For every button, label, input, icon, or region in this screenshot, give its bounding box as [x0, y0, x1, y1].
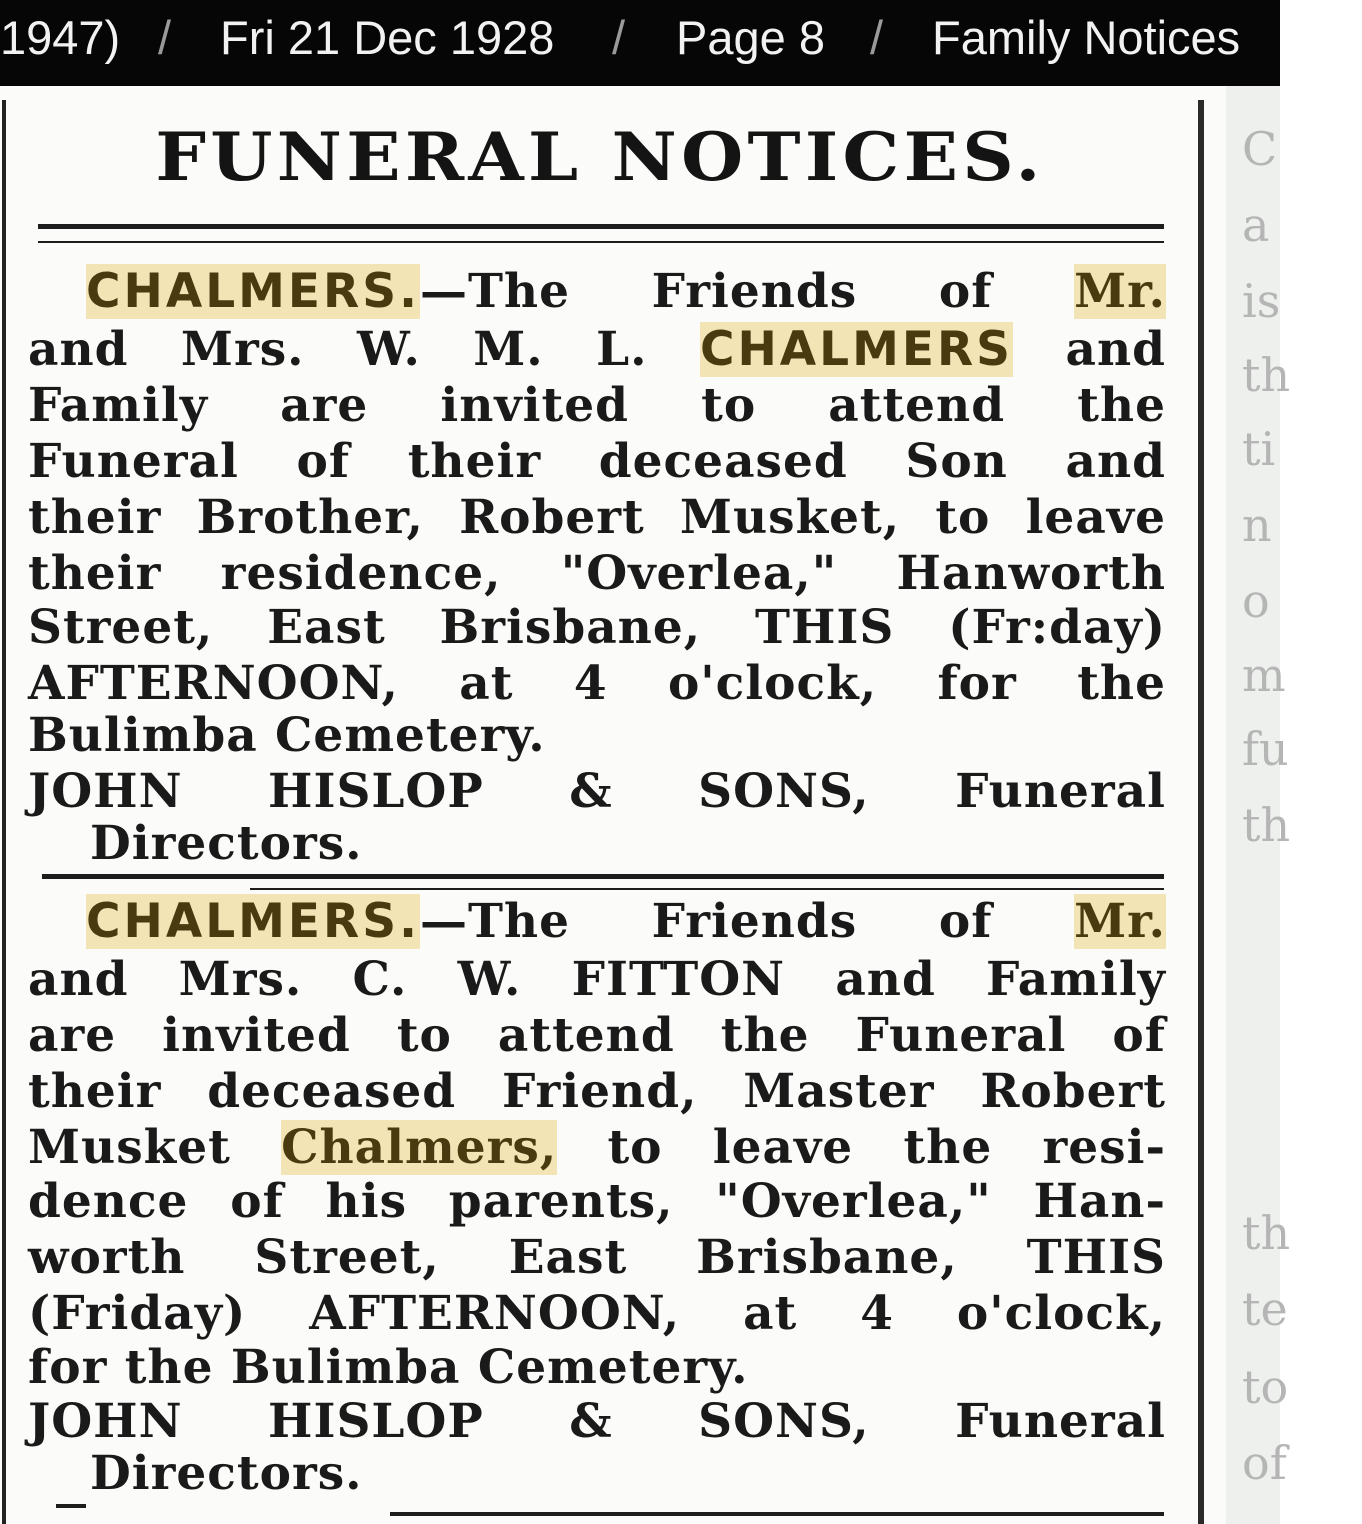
notice-2-line-2: and Mrs. C. W. FITTON and Family [28, 952, 1166, 1007]
notice-2-line-9: for the Bulimba Cemetery. [28, 1340, 749, 1395]
breadcrumb-category[interactable]: Family Notices [932, 11, 1241, 64]
fragment-text: m [1242, 648, 1286, 702]
notice-separator-rule-thin [250, 888, 1164, 890]
fragment-text: ti [1242, 422, 1276, 476]
notice-2-line-3: are invited to attend the Funeral of [28, 1008, 1166, 1063]
fragment-text: to [1242, 1360, 1289, 1414]
search-highlight[interactable]: Mr. [1074, 894, 1166, 949]
fragment-text: th [1242, 348, 1291, 402]
notice-2-line-6: dence of his parents, "Overlea," Han- [28, 1174, 1166, 1229]
notice-2-line-1: CHALMERS.—The Friends of Mr. [86, 894, 1166, 949]
notice-2-line-8: (Friday) AFTERNOON, at 4 o'clock, [28, 1286, 1166, 1341]
breadcrumb-page[interactable]: Page 8 [676, 11, 825, 64]
adjacent-column-fragment [1226, 86, 1291, 1524]
column-left-rule [2, 100, 6, 1524]
notice-separator-rule [42, 874, 1164, 879]
search-highlight[interactable]: CHALMERS. [86, 264, 420, 319]
breadcrumb-separator: / [158, 11, 172, 64]
notice-2-line-7: worth Street, East Brisbane, THIS [28, 1230, 1166, 1285]
fragment-text: is [1242, 274, 1281, 328]
notice-1-line-3: Family are invited to attend the [28, 378, 1166, 433]
breadcrumb-separator: / [870, 11, 884, 64]
search-highlight[interactable]: Chalmers, [281, 1120, 558, 1175]
notice-1-line-7: Street, East Brisbane, THIS (Fr:day) [28, 600, 1166, 655]
fragment-text: n [1242, 498, 1272, 552]
notice-1-line-6: their residence, "Overlea," Hanworth [28, 546, 1166, 601]
bottom-rule [390, 1512, 1164, 1516]
bottom-rule-fragment [56, 1504, 86, 1508]
search-highlight[interactable]: Mr. [1074, 264, 1166, 319]
notice-2-line-4: their deceased Friend, Master Robert [28, 1064, 1166, 1119]
fragment-text: of [1242, 1436, 1287, 1490]
notice-1-line-5: their Brother, Robert Musket, to leave [28, 490, 1166, 545]
notice-2-line-11: Directors. [90, 1446, 363, 1501]
fragment-text: te [1242, 1282, 1288, 1336]
breadcrumb-title[interactable]: 1947) [0, 11, 121, 64]
notice-1-line-9: Bulimba Cemetery. [28, 708, 546, 763]
fragment-text: a [1242, 198, 1270, 252]
notice-1-line-11: Directors. [90, 816, 363, 871]
notice-1-line-2: and Mrs. W. M. L. CHALMERS and [28, 322, 1166, 377]
breadcrumb-separator: / [612, 11, 626, 64]
notice-1-line-4: Funeral of their deceased Son and [28, 434, 1166, 489]
search-highlight[interactable]: CHALMERS [699, 322, 1014, 377]
fragment-text: C [1242, 122, 1278, 176]
heading-rule-thin [38, 241, 1164, 243]
column-divider-rule [1198, 100, 1204, 1524]
breadcrumb-date[interactable]: Fri 21 Dec 1928 [220, 11, 555, 64]
notice-2-line-10: JOHN HISLOP & SONS, Funeral [28, 1394, 1166, 1449]
notice-1-line-10: JOHN HISLOP & SONS, Funeral [28, 764, 1166, 819]
fragment-text: th [1242, 1206, 1291, 1260]
fragment-text: fu [1242, 722, 1289, 776]
fragment-text: o [1242, 574, 1270, 628]
fragment-text: th [1242, 798, 1291, 852]
heading-rule [38, 224, 1164, 229]
page-title: FUNERAL NOTICES. [155, 118, 1045, 196]
notice-1-line-8: AFTERNOON, at 4 o'clock, for the [28, 656, 1166, 711]
notice-1-line-1: CHALMERS.—The Friends of Mr. [86, 264, 1166, 319]
breadcrumb [0, 0, 1280, 86]
search-highlight[interactable]: CHALMERS. [86, 894, 420, 949]
notice-2-line-5: Musket Chalmers, to leave the resi- [28, 1120, 1166, 1175]
